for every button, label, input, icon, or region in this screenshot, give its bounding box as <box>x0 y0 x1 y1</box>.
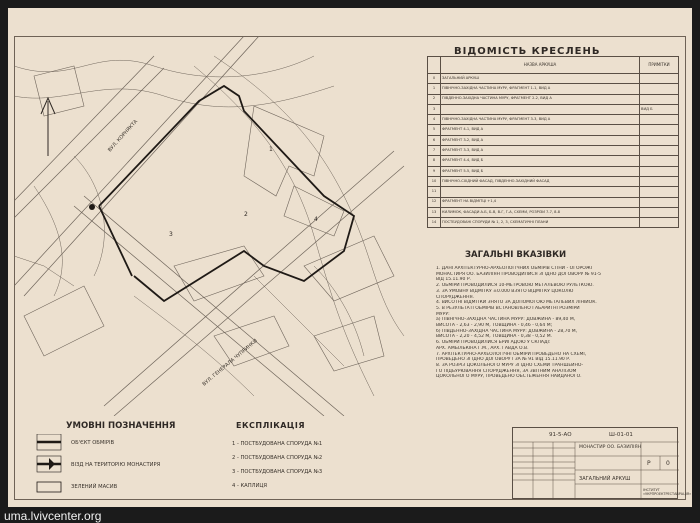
explication-num: 4 <box>232 483 236 489</box>
note-line: МОНАСТИРЯ ОО. БАЗИЛІЯН ПРОВОДИЛИСЯ ЗГІДНО ДОГОВОРУ № 91-5 <box>436 271 602 277</box>
register-cell-num: 1 <box>428 84 441 94</box>
note-line: ВИСОТА - 2,20 - 4,52 М, ТОВЩИНА - 0,38 - 0,52 М. <box>436 334 553 340</box>
entrance-symbol-icon <box>37 458 61 470</box>
register-cell-note <box>640 218 679 228</box>
explication-item-2 <box>232 469 322 475</box>
register-row <box>428 187 679 197</box>
register-cell-name <box>441 104 640 114</box>
legend-symbols <box>34 434 64 504</box>
explication-label: - ПОСТБУДОВАНА СПОРУДА №2 <box>236 455 323 461</box>
register-cell-num: 3 <box>428 104 441 114</box>
street-label-1: ВУЛ. КОРНЯКТА <box>107 118 140 154</box>
register-cell-num: 12 <box>428 197 441 207</box>
stamp-code: 91-5-АО <box>549 432 572 438</box>
register-cell-note <box>640 135 679 145</box>
explication-item-1 <box>232 455 322 461</box>
register-cell-name: ФРАГМЕНТ 5-5, ВИД Б <box>441 166 640 176</box>
register-cell-note <box>640 187 679 197</box>
register-cell-name: ПІВНІЧНО-ЗАХІДНА ЧАСТИНА МУРУ, ФРАГМЕНТ 1-1, ВИД А <box>441 84 640 94</box>
register-cell-note: ВИД Б <box>640 104 679 114</box>
note-line: 1. ДАНІ АРХІТЕКТУРНО-АРХЕОЛОГІЧНИХ ОБМІРІВ СТІНИ - ОГОРОЖІ <box>436 266 592 271</box>
register-cell-note <box>640 146 679 156</box>
watermark: uma.lvivcenter.org <box>4 509 102 523</box>
notes-title: ЗАГАЛЬНІ ВКАЗІВКИ <box>465 250 567 260</box>
entrance-marker-icon <box>89 204 95 210</box>
register-row <box>428 166 679 176</box>
stamp-object: МОНАСТИР ОО. БАЗИЛІЯН <box>579 445 642 450</box>
stamp-sheet-title: ЗАГАЛЬНИЙ АРКУШ <box>579 476 631 482</box>
register-row <box>428 135 679 145</box>
register-row <box>428 74 679 84</box>
note-line: СПОРУДЖЕННЯ. <box>436 294 475 300</box>
register-header-row <box>428 57 679 74</box>
register-cell-note <box>640 125 679 135</box>
register-row <box>428 115 679 125</box>
register-header-num <box>428 57 441 74</box>
north-arrow-icon <box>41 98 55 156</box>
register-cell-note <box>640 176 679 186</box>
register-cell-name: ФРАГМЕНТ 3-3, ВИД А <box>441 146 640 156</box>
register-cell-name: ФРАГМЕНТ НА ВІДМІТЦІ +1,4 <box>441 197 640 207</box>
register-row <box>428 84 679 94</box>
register-cell-num: 8 <box>428 156 441 166</box>
register-cell-num: 2 <box>428 94 441 104</box>
explication-item-3 <box>232 483 267 489</box>
building-label-1: 1 <box>269 146 273 153</box>
building-label-2: 2 <box>244 211 248 218</box>
note-line: ПРОВЕДЕНО ЗГІДНО ДОГОВОРУ І ЗА № 91 ВІД 15.11.90 Р. <box>436 357 571 363</box>
register-header-name: НАЗВА АРКУША <box>441 57 640 74</box>
register-row <box>428 146 679 156</box>
register-cell-name: КИЛИМОК, ФАСАДИ А-Б, Б-В, В-Г, Г-А, СХЕМИ, РОЗРІЗИ 7-7, 8-8 <box>441 207 640 217</box>
note-line: б) ПІВДЕННО-ЗАХІДНА ЧАСТИНА МУРУ: ДОВЖИНА - 28,70 М, <box>436 328 578 334</box>
register-cell-name: ФРАГМЕНТ 4-4, ВИД Б <box>441 156 640 166</box>
explication-num: 2 <box>232 455 236 461</box>
register-header-note: ПРИМІТКИ <box>640 57 679 74</box>
register-cell-num: 4 <box>428 115 441 125</box>
explication-num: 1 <box>232 441 236 447</box>
stamp-org: ІНСТИТУТ «УКРПРОЕКТРЕСТАВРАЦІЯ» <box>643 488 692 496</box>
legend-title: УМОВНІ ПОЗНАЧЕННЯ <box>66 421 176 431</box>
register-cell-name: ПОСТБУДОВАНІ СПОРУДИ № 1, 2, 3, СХЕМАТИЧНІ ПЛАНИ <box>441 218 640 228</box>
register-row <box>428 197 679 207</box>
stamp-sheet-no: 0 <box>666 460 670 467</box>
register-row <box>428 156 679 166</box>
explication-title: ЕКСПЛІКАЦІЯ <box>236 421 305 430</box>
note-line: а) ПІВНІЧНО-ЗАХІДНА ЧАСТИНА МУРУ: ДОВЖИНА - 89,40 М, <box>436 317 576 323</box>
register-cell-note <box>640 166 679 176</box>
register-row <box>428 176 679 186</box>
register-row <box>428 94 679 104</box>
register-cell-note <box>640 197 679 207</box>
stamp-sheet-code: Ш-01-01 <box>609 432 633 438</box>
register-cell-name: ПІВНІЧНО-СХІДНИЙ ФАСАД, ПІВДЕННО-ЗАХІДНИЙ ФАСАД <box>441 176 640 186</box>
explication-label: - ПОСТБУДОВАНА СПОРУДА №1 <box>236 441 323 447</box>
register-cell-num: 6 <box>428 135 441 145</box>
note-line: ЦОКОЛЬНОГО МУРУ, ПРОВЕДЕНО ОБСТЕЖЕННЯ НАЙДАНОГО. <box>436 374 582 380</box>
note-line: ВИСОТА - 2,63 - 2,90 М, ТОВЩИНА - 0,46 - 0,64 М; <box>436 323 553 329</box>
register-cell-num: 0 <box>428 74 441 84</box>
register-row <box>428 218 679 228</box>
register-cell-num: 14 <box>428 218 441 228</box>
note-line: МУРУ: <box>436 311 450 317</box>
building-label-4: 4 <box>314 216 318 223</box>
explication-label: - КАПЛИЦЯ <box>236 483 268 489</box>
legend-item-2: ЗЕЛЕНИЙ МАСИВ <box>71 484 118 490</box>
register-cell-num: 9 <box>428 166 441 176</box>
register-cell-num: 10 <box>428 176 441 186</box>
register-cell-name: ПІВНІЧНО-ЗАХІДНА ЧАСТИНА МУРУ, ФРАГМЕНТ 3-3, ВИД А <box>441 115 640 125</box>
register-row <box>428 104 679 114</box>
register-cell-note <box>640 156 679 166</box>
note-line: ВІД 15.11.90 Р. <box>436 277 471 283</box>
register-cell-name: ФРАГМЕНТ 3-2, ВИД А <box>441 135 640 145</box>
register-row <box>428 207 679 217</box>
register-cell-num: 5 <box>428 125 441 135</box>
building-label-3: 3 <box>169 231 173 238</box>
explication-label: - ПОСТБУДОВАНА СПОРУДА №3 <box>236 469 323 475</box>
notes-list <box>436 266 684 380</box>
note-line: ГО ПІДБУРЮВАННЯ СПОРУДЖЕННЯ, ЗА ЗВІТНИМ АНАЛІЗОМ <box>436 368 577 374</box>
explication-item-0 <box>232 441 322 447</box>
register-cell-note <box>640 115 679 125</box>
register-cell-num: 7 <box>428 146 441 156</box>
register-cell-name: ФРАГМЕНТ 4-1, ВИД А <box>441 125 640 135</box>
register-table <box>427 56 679 228</box>
register-cell-note <box>640 84 679 94</box>
stamp-stage: Р <box>647 460 651 467</box>
note-line: АРХ. АМБІЛЬКІНА Г.М., АРХ. ГАВДА О.В. <box>436 345 529 351</box>
register-title: ВІДОМІСТЬ КРЕСЛЕНЬ <box>454 46 601 57</box>
note-line: 4. ВИСОТНІ ВІДМІТКИ ЗНЯТО ЗА ДОПОМОГОЮ МЕТАЛЕВИХ ЛІНІЙОК. <box>436 300 597 306</box>
site-plan <box>14 36 414 416</box>
legend-item-1: ВІЗД НА ТЕРИТОРІЮ МОНАСТИРЯ <box>71 462 161 468</box>
note-line: 3. ЗА УМОВНУ ВІДМІТКУ ±0.000 ВЗЯТО ВІДМІТКУ ЦОКОЛЮ <box>436 288 574 294</box>
register-cell-num: 11 <box>428 187 441 197</box>
register-cell-note <box>640 207 679 217</box>
note-line: 7. АРХІТЕКТУРНО-АРХЕОЛОГІЧНІ ОБМІРИ ПРОВЕДЕНО НА СХЕМІ, <box>436 351 587 357</box>
street-label-2: ВУЛ. ГЕНЕРАЛА ЧУПРИНКИ <box>201 338 259 388</box>
legend-item-0: ОБ'ЄКТ ОБМІРІВ <box>71 440 115 446</box>
register-cell-note <box>640 74 679 84</box>
register-cell-num: 13 <box>428 207 441 217</box>
note-line: 5. В РЕЗУЛЬТАТІ ОБМІРІВ ВСТАНОВЛЕНО ГАБАРИТНІ РОЗМІРИ <box>436 305 580 311</box>
green-area-symbol-icon <box>37 482 61 492</box>
register-cell-name: ПІВДЕННО-ЗАХІДНА ЧАСТИНА МУРУ, ФРАГМЕНТ 2-2, ВИД А <box>441 94 640 104</box>
drawing-sheet <box>8 8 692 507</box>
register-row <box>428 125 679 135</box>
register-cell-name: ЗАГАЛЬНИЙ АРКУШ <box>441 74 640 84</box>
register-cell-name <box>441 187 640 197</box>
note-line: 8. ЗА РОЗРІЗ ЦОКОЛЬНОГО МУРУ ЗГІДНО СХЕМИ ТРАНШЕЙНО- <box>436 362 584 368</box>
title-block <box>512 427 692 499</box>
note-line: 6. ОБМІРИ ПРОВОДИЛИСЯ БРИГАДОЮ У СКЛАДІ: <box>436 340 551 346</box>
explication-num: 3 <box>232 469 236 475</box>
note-line: 2. ОБМІРИ ПРОВОДИЛИСЯ 10-МЕТРОВОЮ МЕТАЛЕВОЮ РУЛЕТКОЮ. <box>436 283 594 289</box>
register-cell-note <box>640 94 679 104</box>
